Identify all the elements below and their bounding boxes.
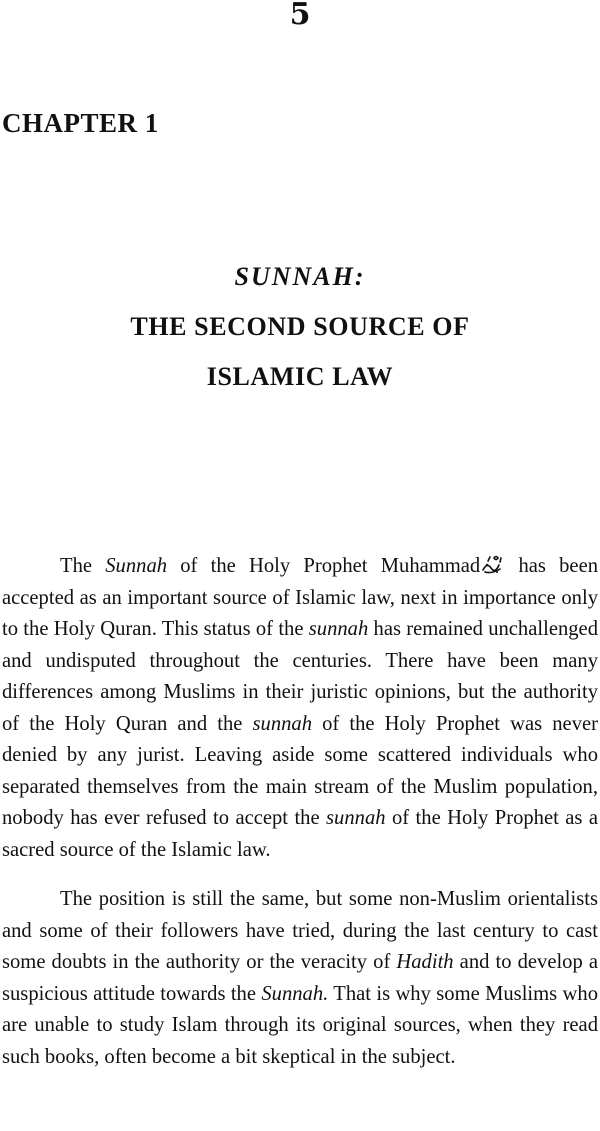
text-segment: That is why some Muslims who are unable to study Islam through its original sources, when they read such books, often become a bit skeptical in the subject. [2,982,598,1068]
text-segment: of the Holy Prophet as a sacred source of the Islamic law. [2,807,598,861]
title-line-3: ISLAMIC LAW [206,362,394,391]
paragraph-1 [2,551,598,866]
italic-term: Hadith [396,951,454,973]
text-segment: of the Holy Prophet was never denied by any jurist. Leaving aside some scattered individuals who separated themselves from the main stream of the Muslim population, nobody has ever refused to accept the [2,712,598,829]
text-segment: has remained unchallenged and undisputed throughout the centuries. There have been many differences among Muslims in their juristic opinions, but the authority of the Holy Quran and the [2,618,598,735]
text-segment: The position is still the same, but some non-Muslim orientalists and some of their followers have tried, during the last century to cast some doubts in the authority or the veracity of [2,888,598,973]
page-number: 5 [289,0,311,32]
italic-term: sunnah [326,807,386,829]
text-segment: The [60,555,106,577]
title-line-1: SUNNAH: [234,262,366,291]
italic-term: Sunnah [105,555,168,577]
body-text [2,551,598,1073]
text-segment: and to develop a suspicious attitude towards the [2,951,598,1005]
text-segment: has been accepted as an important source of Islamic law, next in importance only to the Holy Quran. This status of the [2,555,599,640]
italic-term: Sunnah. [261,982,329,1005]
title-line-2: THE SECOND SOURCE OF [130,312,470,341]
text-segment: of the Holy Prophet Muhammad [167,555,481,577]
paragraph-2 [2,884,598,1073]
italic-term: sunnah [252,712,313,735]
italic-term: sunnah [308,618,369,640]
chapter-heading: CHAPTER 1 [2,108,159,138]
honorific-calligraphy-icon [481,553,503,575]
chapter-title [0,252,600,402]
